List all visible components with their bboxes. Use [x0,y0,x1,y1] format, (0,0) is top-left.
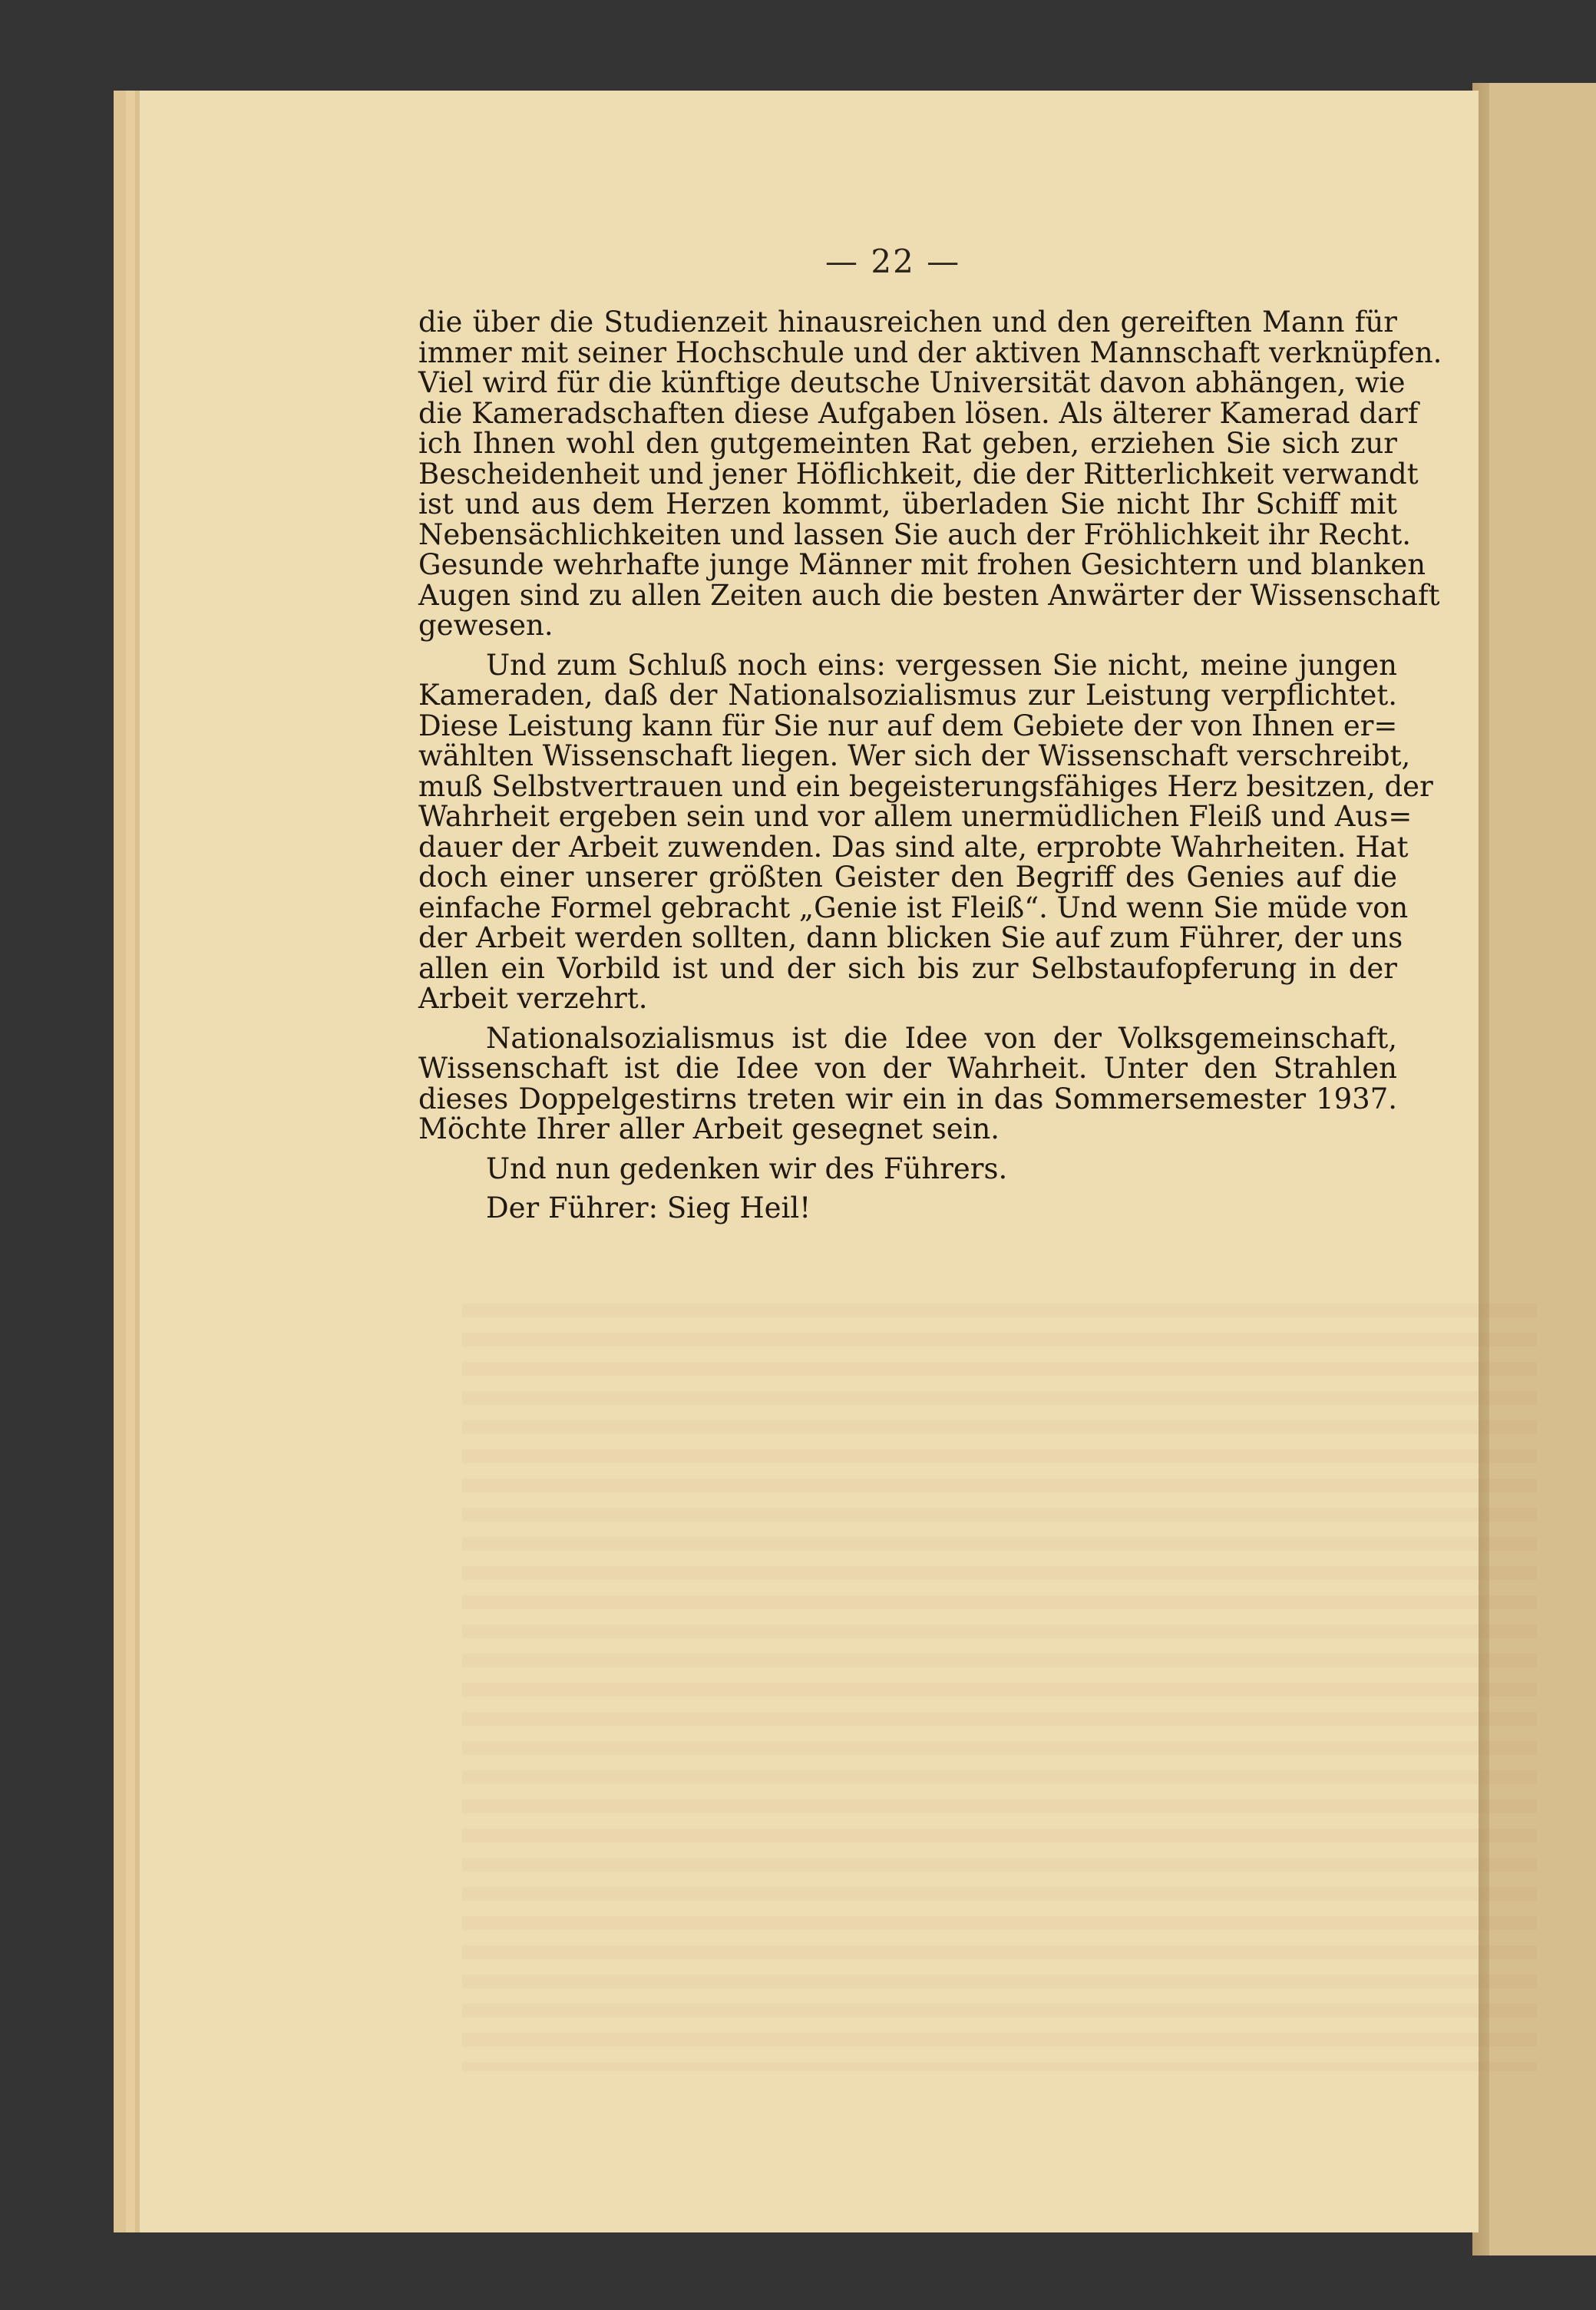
text-line: Kameraden, daß der Nationalsozialismus zur Leistung verpflichtet. [418,679,1397,712]
text-line: Nationalsozialismus ist die Idee von der Volksgemeinschaft, [486,1021,1397,1055]
text-line: dauer der Arbeit zuwenden. Das sind alte, erprobte Wahrheiten. Hat [418,830,1409,864]
text-line: Arbeit verzehrt. [418,982,648,1015]
text-line: Wissenschaft ist die Idee von der Wahrheit. Unter den Strahlen [418,1052,1397,1085]
paragraph [418,1193,1397,1224]
text-line: Wahrheit ergeben sein und vor allem unermüdlichen Fleiß und Aus= [418,800,1413,833]
text-line: gewesen. [418,609,553,642]
text-line: wählten Wissenschaft liegen. Wer sich der Wissenschaft verschreibt, [418,739,1411,772]
paragraph [418,306,1442,642]
paragraph [418,648,1433,1015]
text-line: Und nun gedenken wir des Führers. [486,1152,1008,1185]
text-line: Viel wird für die künftige deutsche Universität davon abhängen, wie [418,366,1406,399]
text-line: dieses Doppelgestirns treten wir ein in das Sommersemester 1937. [418,1082,1397,1115]
text-line: Möchte Ihrer aller Arbeit gesegnet sein. [418,1112,1000,1145]
text-line: ich Ihnen wohl den gutgemeinten Rat geben, erziehen Sie sich zur [418,427,1397,460]
paragraph [418,1023,1397,1145]
text-line: Nebensächlichkeiten und lassen Sie auch der Fröhlichkeit ihr Recht. [418,517,1412,551]
page-number: — 22 — [825,243,961,280]
show-through-texture [462,1304,1537,2071]
text-line: Und zum Schluß noch eins: vergessen Sie nicht, meine jungen [486,648,1397,682]
text-line: ist und aus dem Herzen kommt, überladen Sie nicht Ihr Schiff mit [418,487,1397,520]
text-line: Gesunde wehrhafte junge Männer mit frohen Gesichtern und blanken [418,548,1426,581]
text-line: allen ein Vorbild ist und der sich bis zur Selbstaufopferung in der [418,951,1397,985]
text-line: Diese Leistung kann für Sie nur auf dem Gebiete der von Ihnen er= [418,709,1398,742]
text-line: Bescheidenheit und jener Höflichkeit, die der Ritterlichkeit verwandt [418,457,1419,491]
text-line: die über die Studienzeit hinausreichen und den gereiften Mann für [418,306,1397,339]
paragraph [418,1154,1397,1185]
text-line: einfache Formel gebracht „Genie ist Fleiß“. Und wenn Sie müde von [418,891,1409,924]
text-line: doch einer unserer größten Geister den Begriff des Genies auf die [418,861,1397,894]
text-line: Augen sind zu allen Zeiten auch die besten Anwärter der Wissenschaft [418,578,1440,612]
text-line: die Kameradschaften diese Aufgaben lösen. Als älterer Kamerad darf [418,396,1419,430]
text-line: Der Führer: Sieg Heil! [486,1191,811,1224]
text-line: der Arbeit werden sollten, dann blicken Sie auf zum Führer, der uns [418,921,1403,954]
text-line: immer mit seiner Hochschule und der aktiven Mannschaft verknüpfen. [418,335,1442,369]
text-line: muß Selbstvertrauen und ein begeisterungsfähiges Herz besitzen, der [418,769,1433,803]
body-text [418,306,1442,1224]
